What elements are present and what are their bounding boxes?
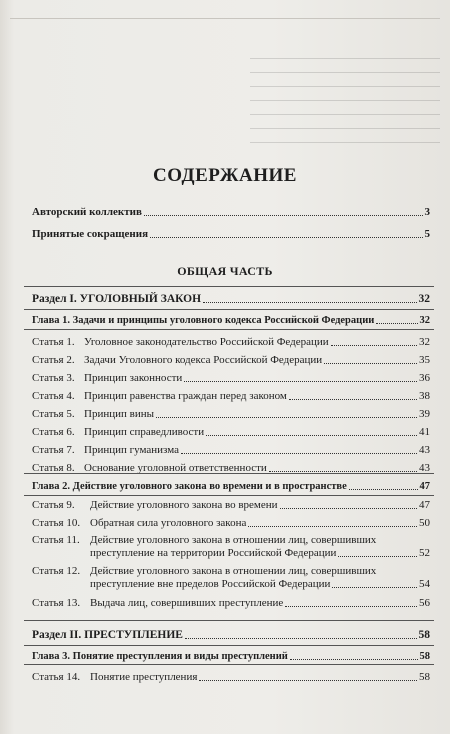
- entry-page: 38: [419, 390, 430, 402]
- toc-entry-article-14[interactable]: [32, 671, 430, 684]
- entry-page: 58: [419, 651, 430, 662]
- article-number: Статья 6.: [32, 426, 75, 438]
- leader-dots: [349, 489, 418, 490]
- entry-page: 47: [419, 499, 430, 511]
- leader-dots: [290, 659, 418, 660]
- article-number: Статья 2.: [32, 354, 75, 366]
- toc-entry-glava-3[interactable]: [32, 650, 430, 663]
- leader-dots: [269, 471, 417, 472]
- article-number: Статья 14.: [32, 671, 81, 683]
- toc-entry-glava-2[interactable]: [32, 480, 430, 493]
- entry-page: 54: [419, 578, 430, 590]
- toc-entry-abbreviations[interactable]: [32, 228, 430, 241]
- entry-label: Авторский коллектив: [32, 206, 142, 218]
- entry-label-line2: преступление на территории Российской Федерации: [90, 547, 337, 559]
- entry-page: 43: [419, 462, 430, 474]
- entry-page: 41: [419, 426, 430, 438]
- toc-entry-article-3[interactable]: [32, 372, 430, 385]
- entry-page: 56: [419, 597, 430, 609]
- entry-label-line1: Действие уголовного закона в отношении лиц, совершивших: [90, 565, 377, 577]
- entry-label: Глава 2. Действие уголовного закона во времени и в пространстве: [32, 481, 347, 492]
- entry-label: Обратная сила уголовного закона: [90, 517, 247, 529]
- toc-entry-article-13[interactable]: [32, 597, 430, 610]
- leader-dots: [203, 302, 416, 303]
- leader-dots: [332, 587, 417, 588]
- entry-label: Раздел II. ПРЕСТУПЛЕНИЕ: [32, 629, 183, 641]
- page-title: СОДЕРЖАНИЕ: [153, 165, 297, 186]
- divider: [24, 473, 434, 474]
- leader-dots: [206, 435, 417, 436]
- toc-entry-article-12[interactable]: [32, 565, 430, 591]
- entry-page: 5: [424, 228, 430, 240]
- entry-page: 50: [419, 517, 430, 529]
- article-number: Статья 13.: [32, 597, 81, 609]
- toc-entry-article-7[interactable]: [32, 444, 430, 457]
- entry-page: 32: [418, 293, 430, 305]
- entry-page: 32: [419, 336, 430, 348]
- divider: [24, 329, 434, 330]
- toc-entry-razdel-1[interactable]: [32, 293, 430, 306]
- leader-dots: [289, 399, 417, 400]
- toc-entry-article-10[interactable]: [32, 517, 430, 530]
- part-title: ОБЩАЯ ЧАСТЬ: [177, 264, 273, 278]
- leader-dots: [185, 638, 417, 639]
- toc-entry-article-11[interactable]: [32, 534, 430, 560]
- article-number: Статья 10.: [32, 517, 81, 529]
- article-number: Статья 9.: [32, 499, 75, 511]
- article-number: Статья 11.: [32, 534, 80, 546]
- entry-label: Глава 3. Понятие преступления и виды преступлений: [32, 651, 288, 662]
- leader-dots: [331, 345, 417, 346]
- entry-label: Раздел I. УГОЛОВНЫЙ ЗАКОН: [32, 293, 202, 305]
- entry-label-line1: Действие уголовного закона в отношении лиц, совершивших: [90, 534, 377, 546]
- entry-label-line2: преступление вне пределов Российской Федерации: [90, 578, 331, 590]
- divider: [24, 495, 434, 496]
- toc-entry-article-6[interactable]: [32, 426, 430, 439]
- entry-label: Задачи Уголовного кодекса Российской Федерации: [84, 354, 323, 366]
- entry-label: Принцип равенства граждан перед законом: [84, 390, 287, 402]
- entry-page: 43: [419, 444, 430, 456]
- toc-entry-article-1[interactable]: [32, 336, 430, 349]
- toc-entry-razdel-2[interactable]: [32, 629, 430, 642]
- article-number: Статья 3.: [32, 372, 75, 384]
- entry-label: Выдача лиц, совершивших преступление: [90, 597, 284, 609]
- leader-dots: [156, 417, 417, 418]
- article-number: Статья 5.: [32, 408, 75, 420]
- toc-entry-article-2[interactable]: [32, 354, 430, 367]
- entry-page: 52: [419, 547, 430, 559]
- entry-page: 3: [424, 206, 430, 218]
- entry-page: 39: [419, 408, 430, 420]
- entry-label: Действие уголовного закона во времени: [90, 499, 278, 511]
- entry-page: 58: [418, 629, 430, 641]
- leader-dots: [150, 237, 422, 238]
- toc-entry-article-9[interactable]: [32, 499, 430, 512]
- entry-label: Уголовное законодательство Российской Федерации: [84, 336, 329, 348]
- divider: [24, 664, 434, 665]
- toc-entry-article-4[interactable]: [32, 390, 430, 403]
- leader-dots: [338, 556, 417, 557]
- leader-dots: [248, 526, 417, 527]
- article-number: Статья 4.: [32, 390, 75, 402]
- leader-dots: [280, 508, 417, 509]
- entry-label: Принятые сокращения: [32, 228, 149, 240]
- divider: [24, 286, 434, 287]
- leader-dots: [376, 323, 417, 324]
- leader-dots: [181, 453, 417, 454]
- entry-page: 35: [419, 354, 430, 366]
- show-through-text: [0, 0, 450, 160]
- divider: [24, 309, 434, 310]
- leader-dots: [285, 606, 417, 607]
- divider: [24, 620, 434, 621]
- entry-page: 58: [419, 671, 430, 683]
- toc-entry-article-5[interactable]: [32, 408, 430, 421]
- toc-entry-glava-1[interactable]: [32, 314, 430, 327]
- toc-entry-authors[interactable]: [32, 206, 430, 219]
- entry-page: 36: [419, 372, 430, 384]
- entry-label: Принцип законности: [84, 372, 183, 384]
- entry-label: Понятие преступления: [90, 671, 198, 683]
- entry-label: Принцип гуманизма: [84, 444, 179, 456]
- article-number: Статья 1.: [32, 336, 75, 348]
- entry-label: Основание уголовной ответственности: [84, 462, 267, 474]
- entry-label: Принцип справедливости: [84, 426, 205, 438]
- leader-dots: [144, 215, 423, 216]
- entry-page: 47: [419, 481, 430, 492]
- entry-label: Принцип вины: [84, 408, 154, 420]
- article-number: Статья 12.: [32, 565, 81, 577]
- leader-dots: [324, 363, 417, 364]
- article-number: Статья 8.: [32, 462, 75, 474]
- divider: [24, 645, 434, 646]
- entry-label: Глава 1. Задачи и принципы уголовного кодекса Российской Федерации: [32, 315, 375, 326]
- leader-dots: [184, 381, 417, 382]
- leader-dots: [199, 680, 417, 681]
- article-number: Статья 7.: [32, 444, 75, 456]
- entry-page: 32: [419, 315, 430, 326]
